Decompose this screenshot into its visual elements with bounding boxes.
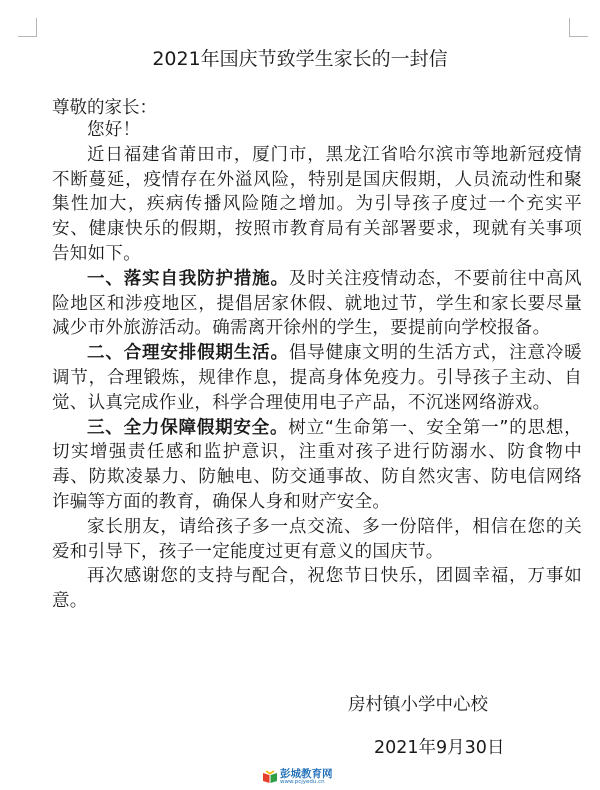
- closing-paragraph: 家长朋友，请给孩子多一点交流、多一份陪伴，相信在您的关爱和引导下，孩子一定能度过更有意义的国庆节。: [52, 516, 582, 562]
- greeting: 您好！: [87, 120, 141, 140]
- letter-body: [52, 118, 582, 614]
- section-text: 及时关注疫情动态，不要前往中高风险地区和涉疫地区，提倡居家休假、就地过节，学生和家长要尽量减少市外旅游活动。确需离开徐州的学生，要提前向学校报备。: [52, 268, 582, 339]
- signer: 房村镇小学中心校: [348, 695, 488, 715]
- book-logo-icon: [262, 770, 278, 784]
- section-paragraph: [52, 267, 582, 341]
- site-watermark: [262, 768, 344, 788]
- thanks-paragraph: 再次感谢您的支持与配合，祝您节日快乐，团圆幸福，万事如意。: [52, 566, 582, 612]
- section-paragraph: [52, 341, 582, 415]
- watermark-site-name: 彭城教育网: [280, 768, 333, 780]
- crop-mark-top-right: [569, 18, 588, 37]
- section-heading: 二、合理安排假期生活。: [87, 343, 289, 364]
- watermark-url: www.pcjyedu.cn: [280, 779, 325, 785]
- section-text: 树立“生命第一、安全第一”的思想，切实增强责任感和监护意识，注重对孩子进行防溺水、防食物中毒、防欺凌暴力、防触电、防交通事故、防自然灾害、防电信网络诈骗等方面的教育，确保人身和财产安全。: [52, 417, 582, 512]
- letter-date: 2021年9月30日: [374, 738, 505, 758]
- section-paragraph: [52, 416, 582, 515]
- section-heading: 三、全力保障假期安全。: [87, 417, 289, 438]
- section-heading: 一、落实自我防护措施。: [87, 268, 289, 289]
- intro-paragraph: 近日福建省莆田市，厦门市，黑龙江省哈尔滨市等地新冠疫情不断蔓延，疫情存在外溢风险，特别是国庆假期，人员流动性和聚集性加大，疾病传播风险随之增加。为引导孩子度过一个充实平安、健康快乐的假期，按照市教育局有关部署要求，现就有关事项告知如下。: [52, 144, 582, 264]
- crop-mark-top-left: [18, 18, 37, 37]
- letter-title: 2021年国庆节致学生家长的一封信: [152, 48, 448, 70]
- section-text: 倡导健康文明的生活方式，注意冷暖调节，合理锻炼，规律作息，提高身体免疫力。引导孩子主动、自觉、认真完成作业，科学合理使用电子产品，不沉迷网络游戏。: [52, 343, 582, 413]
- salutation: 尊敬的家长：: [52, 98, 157, 118]
